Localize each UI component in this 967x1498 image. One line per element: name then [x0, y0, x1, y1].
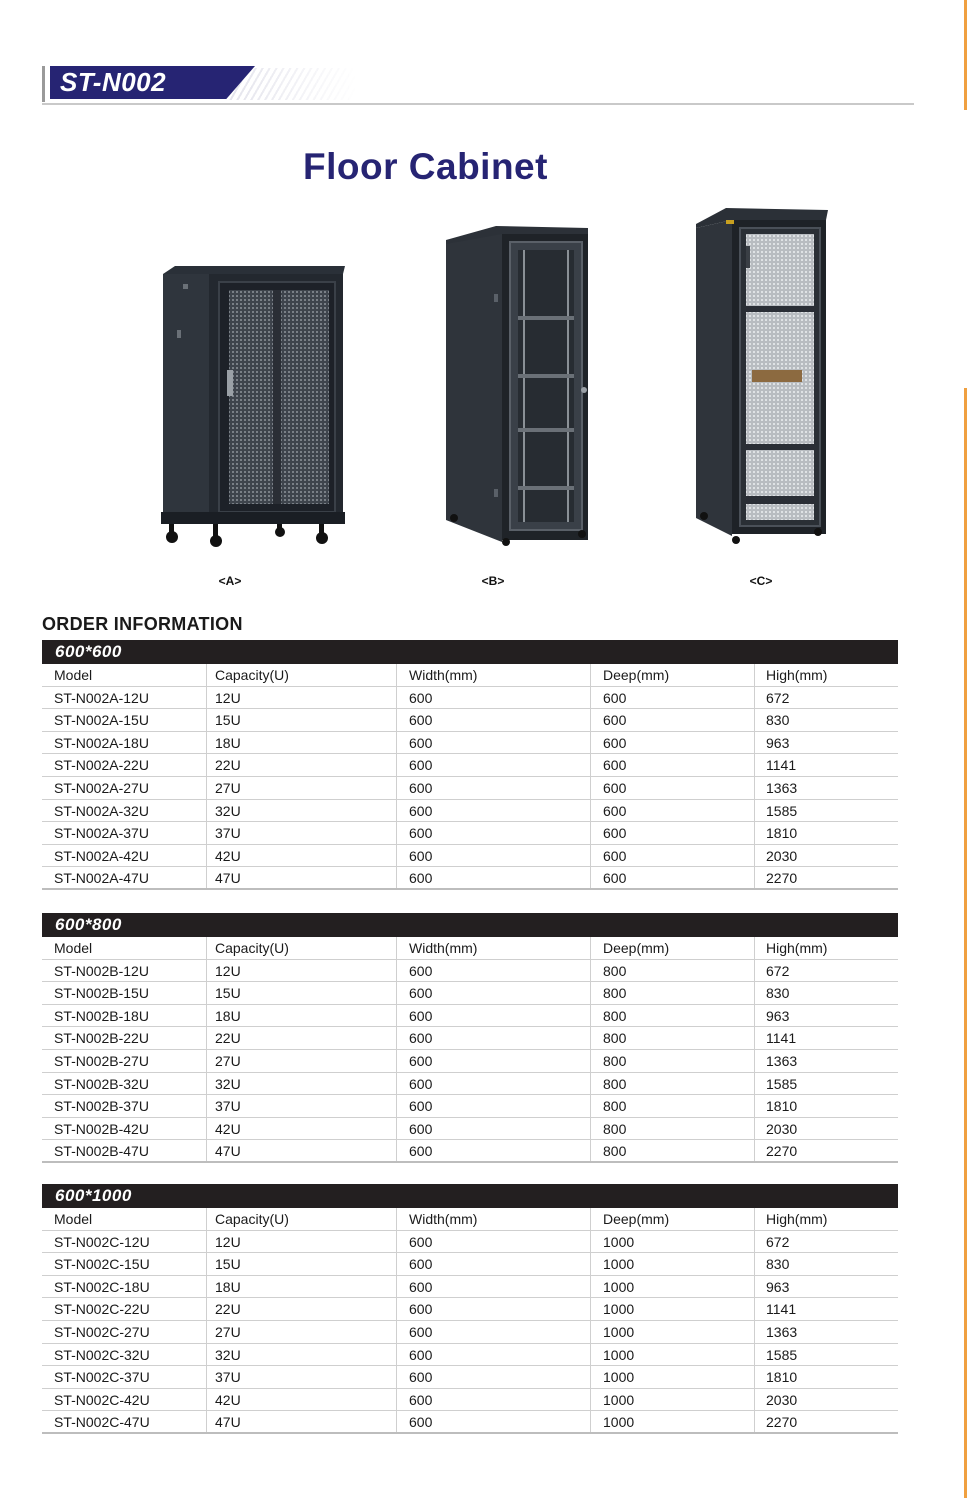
column-header: Model: [54, 1211, 93, 1227]
height-cell: 1810: [754, 1095, 797, 1117]
width-cell: 600: [396, 754, 432, 776]
width-cell: 600: [396, 709, 432, 731]
table-row: [42, 1118, 898, 1141]
depth-cell: 1000: [590, 1276, 634, 1298]
column-header: Model: [54, 940, 93, 956]
capacity-cell: 15U: [206, 982, 241, 1004]
capacity-cell: 37U: [206, 822, 241, 844]
width-cell: 600: [396, 1005, 432, 1027]
height-cell: 1363: [754, 777, 797, 799]
width-cell: 600: [396, 1411, 432, 1432]
depth-cell: 1000: [590, 1253, 634, 1275]
depth-cell: 1000: [590, 1366, 634, 1388]
model-cell: ST-N002C-18U: [54, 1278, 150, 1295]
table-title: 600*1000: [42, 1184, 898, 1208]
cabinet-c-image: [692, 206, 832, 548]
depth-cell: 800: [590, 1118, 626, 1140]
model-cell: ST-N002C-37U: [54, 1369, 150, 1386]
table-row: [42, 1073, 898, 1096]
capacity-cell: 18U: [206, 732, 241, 754]
column-header: Deep(mm): [590, 664, 669, 686]
depth-cell: 800: [590, 1073, 626, 1095]
height-cell: 2270: [754, 867, 797, 888]
height-cell: 1810: [754, 822, 797, 844]
model-cell: ST-N002A-37U: [54, 825, 149, 842]
table-row: [42, 867, 898, 890]
model-cell: ST-N002C-47U: [54, 1414, 150, 1431]
table-row: [42, 1140, 898, 1163]
depth-cell: 1000: [590, 1321, 634, 1343]
column-header: High(mm): [754, 664, 827, 686]
model-cell: ST-N002A-32U: [54, 802, 149, 819]
width-cell: 600: [396, 1344, 432, 1366]
height-cell: 672: [754, 1231, 789, 1253]
model-badge-text: ST-N002: [60, 67, 167, 97]
width-cell: 600: [396, 800, 432, 822]
model-cell: ST-N002A-42U: [54, 847, 149, 864]
width-cell: 600: [396, 822, 432, 844]
cabinet-c-label: <C>: [749, 574, 773, 588]
depth-cell: 600: [590, 687, 626, 709]
header-rule: [42, 103, 914, 105]
capacity-cell: 12U: [206, 687, 241, 709]
width-cell: 600: [396, 845, 432, 867]
depth-cell: 600: [590, 732, 626, 754]
depth-cell: 600: [590, 867, 626, 888]
capacity-cell: 22U: [206, 754, 241, 776]
table-row: [42, 1095, 898, 1118]
column-header: Capacity(U): [206, 664, 289, 686]
height-cell: 1363: [754, 1050, 797, 1072]
height-cell: 1141: [754, 1027, 796, 1049]
model-cell: ST-N002B-42U: [54, 1120, 149, 1137]
table-row: [42, 1344, 898, 1367]
height-cell: 1585: [754, 1344, 797, 1366]
height-cell: 1363: [754, 1321, 797, 1343]
model-cell: ST-N002A-15U: [54, 712, 149, 729]
page-title: Floor Cabinet: [303, 146, 548, 187]
depth-cell: 600: [590, 822, 626, 844]
order-information-title: ORDER INFORMATION: [42, 614, 243, 634]
width-cell: 600: [396, 1095, 432, 1117]
depth-cell: 600: [590, 709, 626, 731]
model-cell: ST-N002A-47U: [54, 870, 149, 887]
width-cell: 600: [396, 1073, 432, 1095]
column-header: Deep(mm): [590, 1208, 669, 1230]
capacity-cell: 15U: [206, 709, 241, 731]
capacity-cell: 32U: [206, 800, 241, 822]
depth-cell: 800: [590, 982, 626, 1004]
capacity-cell: 47U: [206, 867, 241, 888]
capacity-cell: 42U: [206, 1389, 241, 1411]
table-row: [42, 777, 898, 800]
table-row: [42, 960, 898, 983]
depth-cell: 1000: [590, 1344, 634, 1366]
table-row: [42, 1253, 898, 1276]
width-cell: 600: [396, 960, 432, 982]
order-table-600x1000: [42, 1184, 898, 1434]
height-cell: 963: [754, 1005, 789, 1027]
height-cell: 1585: [754, 800, 797, 822]
height-cell: 963: [754, 1276, 789, 1298]
capacity-cell: 37U: [206, 1366, 241, 1388]
height-cell: 963: [754, 732, 789, 754]
column-header: High(mm): [754, 937, 827, 959]
table-row: [42, 1389, 898, 1412]
model-cell: ST-N002C-12U: [54, 1233, 150, 1250]
header-left-bar: [42, 66, 45, 102]
capacity-cell: 32U: [206, 1344, 241, 1366]
depth-cell: 600: [590, 800, 626, 822]
table-row: [42, 845, 898, 868]
model-cell: ST-N002C-15U: [54, 1256, 150, 1273]
model-cell: ST-N002B-22U: [54, 1030, 149, 1047]
width-cell: 600: [396, 867, 432, 888]
table-row: [42, 1276, 898, 1299]
cabinet-a-label: <A>: [218, 574, 242, 588]
order-table-600x600: [42, 640, 898, 890]
capacity-cell: 18U: [206, 1276, 241, 1298]
capacity-cell: 22U: [206, 1298, 241, 1320]
column-header: Capacity(U): [206, 1208, 289, 1230]
capacity-cell: 12U: [206, 1231, 241, 1253]
depth-cell: 800: [590, 1095, 626, 1117]
capacity-cell: 42U: [206, 1118, 241, 1140]
width-cell: 600: [396, 1118, 432, 1140]
capacity-cell: 32U: [206, 1073, 241, 1095]
capacity-cell: 27U: [206, 1321, 241, 1343]
column-header: Model: [54, 667, 93, 683]
table-row: [42, 732, 898, 755]
depth-cell: 800: [590, 960, 626, 982]
height-cell: 1810: [754, 1366, 797, 1388]
height-cell: 2030: [754, 1389, 797, 1411]
table-row: [42, 1366, 898, 1389]
cabinet-b-image: [440, 224, 592, 548]
depth-cell: 800: [590, 1005, 626, 1027]
depth-cell: 1000: [590, 1389, 634, 1411]
height-cell: 830: [754, 1253, 789, 1275]
model-cell: ST-N002B-18U: [54, 1007, 149, 1024]
height-cell: 830: [754, 709, 789, 731]
capacity-cell: 47U: [206, 1140, 241, 1161]
table-row: [42, 1298, 898, 1321]
depth-cell: 600: [590, 754, 626, 776]
model-cell: ST-N002C-27U: [54, 1323, 150, 1340]
depth-cell: 600: [590, 845, 626, 867]
width-cell: 600: [396, 1027, 432, 1049]
height-cell: 2270: [754, 1411, 797, 1432]
model-cell: ST-N002C-42U: [54, 1391, 150, 1408]
table-row: [42, 822, 898, 845]
capacity-cell: 18U: [206, 1005, 241, 1027]
model-cell: ST-N002B-37U: [54, 1098, 149, 1115]
width-cell: 600: [396, 732, 432, 754]
table-title: 600*800: [42, 913, 898, 937]
model-cell: ST-N002B-12U: [54, 962, 149, 979]
model-cell: ST-N002C-22U: [54, 1301, 150, 1318]
capacity-cell: 22U: [206, 1027, 241, 1049]
capacity-cell: 37U: [206, 1095, 241, 1117]
column-header: Deep(mm): [590, 937, 669, 959]
width-cell: 600: [396, 1298, 432, 1320]
width-cell: 600: [396, 1321, 432, 1343]
height-cell: 672: [754, 687, 789, 709]
depth-cell: 1000: [590, 1411, 634, 1432]
table-row: [42, 1050, 898, 1073]
model-cell: ST-N002A-12U: [54, 689, 149, 706]
column-header: High(mm): [754, 1208, 827, 1230]
height-cell: 2270: [754, 1140, 797, 1161]
table-row: [42, 709, 898, 732]
width-cell: 600: [396, 1389, 432, 1411]
width-cell: 600: [396, 1140, 432, 1161]
height-cell: 2030: [754, 1118, 797, 1140]
cabinet-a-image: [155, 262, 345, 552]
height-cell: 1141: [754, 754, 796, 776]
width-cell: 600: [396, 777, 432, 799]
table-row: [42, 800, 898, 823]
capacity-cell: 27U: [206, 777, 241, 799]
model-cell: ST-N002A-27U: [54, 779, 149, 796]
table-row: [42, 687, 898, 710]
table-row: [42, 982, 898, 1005]
column-header: Width(mm): [396, 937, 477, 959]
width-cell: 600: [396, 1253, 432, 1275]
column-header: Width(mm): [396, 1208, 477, 1230]
model-cell: ST-N002A-22U: [54, 757, 149, 774]
table-header-row: [42, 937, 898, 960]
model-cell: ST-N002A-18U: [54, 734, 149, 751]
order-table-600x800: [42, 913, 898, 1163]
capacity-cell: 15U: [206, 1253, 241, 1275]
capacity-cell: 47U: [206, 1411, 241, 1432]
width-cell: 600: [396, 1366, 432, 1388]
table-row: [42, 1231, 898, 1254]
table-title: 600*600: [42, 640, 898, 664]
model-cell: ST-N002B-32U: [54, 1075, 149, 1092]
capacity-cell: 12U: [206, 960, 241, 982]
table-header-row: [42, 664, 898, 687]
model-cell: ST-N002B-15U: [54, 985, 149, 1002]
depth-cell: 800: [590, 1140, 626, 1161]
model-cell: ST-N002C-32U: [54, 1346, 150, 1363]
height-cell: 1585: [754, 1073, 797, 1095]
section-header: [42, 64, 914, 108]
capacity-cell: 27U: [206, 1050, 241, 1072]
width-cell: 600: [396, 687, 432, 709]
depth-cell: 800: [590, 1050, 626, 1072]
table-row: [42, 1411, 898, 1434]
model-cell: ST-N002B-47U: [54, 1143, 149, 1160]
width-cell: 600: [396, 982, 432, 1004]
cabinet-b-label: <B>: [481, 574, 505, 588]
height-cell: 672: [754, 960, 789, 982]
column-header: Capacity(U): [206, 937, 289, 959]
depth-cell: 600: [590, 777, 626, 799]
height-cell: 830: [754, 982, 789, 1004]
height-cell: 2030: [754, 845, 797, 867]
width-cell: 600: [396, 1050, 432, 1072]
table-row: [42, 1321, 898, 1344]
capacity-cell: 42U: [206, 845, 241, 867]
column-header: Width(mm): [396, 664, 477, 686]
table-row: [42, 1027, 898, 1050]
height-cell: 1141: [754, 1298, 796, 1320]
depth-cell: 1000: [590, 1298, 634, 1320]
table-row: [42, 1005, 898, 1028]
width-cell: 600: [396, 1276, 432, 1298]
table-header-row: [42, 1208, 898, 1231]
table-row: [42, 754, 898, 777]
depth-cell: 800: [590, 1027, 626, 1049]
model-cell: ST-N002B-27U: [54, 1052, 149, 1069]
width-cell: 600: [396, 1231, 432, 1253]
depth-cell: 1000: [590, 1231, 634, 1253]
